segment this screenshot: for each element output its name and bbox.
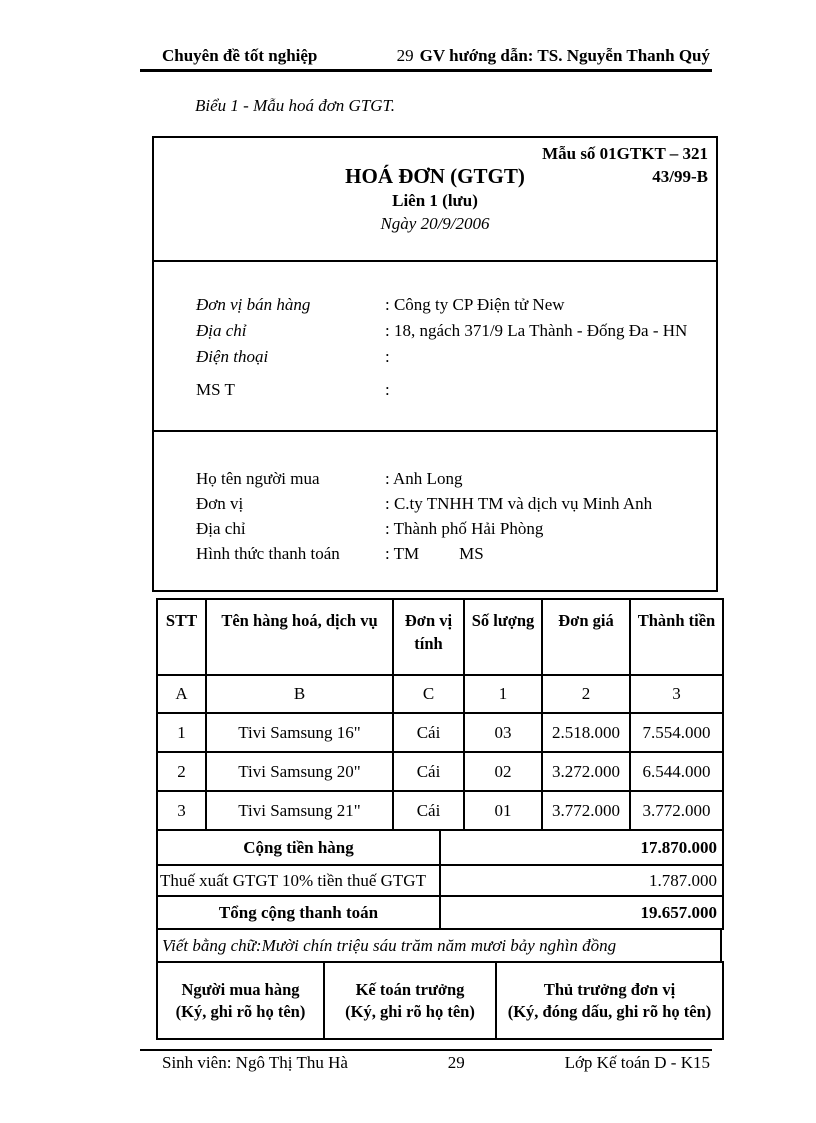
signature-chief-accountant bbox=[324, 962, 496, 1039]
seller-taxcode-row bbox=[196, 377, 716, 403]
page-content bbox=[140, 0, 717, 1074]
header-page-number: 29 bbox=[396, 46, 414, 65]
invoice-date: Ngày 20/9/2006 bbox=[380, 214, 490, 233]
invoice-title: HOÁ ĐƠN (GTGT) bbox=[345, 164, 525, 188]
signature-buyer bbox=[157, 962, 324, 1039]
item-row-1 bbox=[157, 713, 723, 752]
amount-in-words-row bbox=[157, 929, 721, 962]
col-header-qty: Số lượng bbox=[464, 599, 542, 675]
code-cell: 3 bbox=[630, 675, 723, 713]
invoice-copy-label: Liên 1 (lưu) bbox=[392, 191, 478, 210]
item-stt: 3 bbox=[157, 791, 206, 830]
signature-director bbox=[496, 962, 723, 1039]
seller-address-label: Địa chỉ bbox=[196, 321, 247, 340]
running-header bbox=[140, 0, 712, 66]
item-stt: 1 bbox=[157, 713, 206, 752]
item-row-3 bbox=[157, 791, 723, 830]
item-name: Tivi Samsung 21" bbox=[206, 791, 393, 830]
items-header-row bbox=[157, 599, 723, 675]
signatures-table bbox=[156, 961, 724, 1040]
seller-phone-label: Điện thoại bbox=[196, 347, 269, 366]
subtotal-label: Cộng tiền hàng bbox=[157, 830, 440, 865]
footer-page-number: 29 bbox=[447, 1053, 465, 1072]
seller-phone-row bbox=[196, 344, 716, 370]
buyer-name-row bbox=[196, 466, 716, 491]
seller-taxcode-label: MS T bbox=[196, 380, 235, 399]
subtotal-value: 17.870.000 bbox=[440, 830, 723, 865]
buyer-payment-row bbox=[196, 541, 716, 566]
signature-director-note: (Ký, đóng dấu, ghi rõ họ tên) bbox=[507, 1001, 712, 1021]
item-unit: Cái bbox=[393, 791, 464, 830]
signature-director-title: Thủ trưởng đơn vị bbox=[543, 979, 676, 999]
buyer-unit-value: : C.ty TNHH TM và dịch vụ Minh Anh bbox=[385, 494, 653, 513]
form-number-line1: Mẫu số 01GTKT – 321 bbox=[542, 144, 708, 163]
totals-table bbox=[156, 829, 724, 930]
amount-in-words: Viết bằng chữ:Mười chín triệu sáu trăm năm mươi bảy nghìn đồng bbox=[157, 929, 721, 962]
signature-buyer-title: Người mua hàng bbox=[181, 979, 300, 999]
vat-label: Thuế xuất GTGT 10% tiền thuế GTGT bbox=[157, 865, 440, 896]
signatures-row bbox=[157, 962, 723, 1039]
code-cell: 2 bbox=[542, 675, 630, 713]
header-left-title: Chuyên đề tốt nghiệp bbox=[162, 46, 318, 65]
item-price: 3.772.000 bbox=[542, 791, 630, 830]
seller-address-row bbox=[196, 318, 716, 344]
totals-row-grand bbox=[157, 896, 723, 929]
item-amount: 6.544.000 bbox=[630, 752, 723, 791]
grand-total-label: Tổng cộng thanh toán bbox=[157, 896, 440, 929]
buyer-name-label: Họ tên người mua bbox=[196, 469, 320, 488]
totals-row-subtotal bbox=[157, 830, 723, 865]
buyer-address-value: : Thành phố Hải Phòng bbox=[385, 519, 544, 538]
item-stt: 2 bbox=[157, 752, 206, 791]
col-header-amount: Thành tiền bbox=[630, 599, 723, 675]
signature-chief-accountant-note: (Ký, ghi rõ họ tên) bbox=[345, 1001, 475, 1021]
code-cell: 1 bbox=[464, 675, 542, 713]
signature-chief-accountant-title: Kế toán trưởng bbox=[355, 979, 465, 999]
item-qty: 03 bbox=[464, 713, 542, 752]
item-amount: 3.772.000 bbox=[630, 791, 723, 830]
seller-address-value: : 18, ngách 371/9 La Thành - Đống Đa - HN bbox=[385, 321, 688, 340]
items-table bbox=[156, 598, 724, 831]
buyer-name-value: : Anh Long bbox=[385, 469, 463, 488]
item-price: 2.518.000 bbox=[542, 713, 630, 752]
signature-buyer-note: (Ký, ghi rõ họ tên) bbox=[175, 1001, 306, 1021]
vat-value: 1.787.000 bbox=[440, 865, 723, 896]
buyer-section bbox=[154, 430, 716, 590]
seller-phone-value: : bbox=[385, 347, 390, 366]
code-cell: C bbox=[393, 675, 464, 713]
items-code-row bbox=[157, 675, 723, 713]
amount-in-words-table bbox=[156, 928, 722, 963]
buyer-address-label: Địa chỉ bbox=[196, 519, 246, 538]
buyer-payment-value: : TM bbox=[385, 544, 420, 563]
buyer-unit-label: Đơn vị bbox=[196, 494, 244, 513]
footer-student: Sinh viên: Ngô Thị Thu Hà bbox=[162, 1053, 348, 1072]
item-unit: Cái bbox=[393, 752, 464, 791]
running-footer bbox=[140, 1051, 712, 1074]
seller-unit-label: Đơn vị bán hàng bbox=[196, 295, 311, 314]
seller-unit-row bbox=[196, 292, 716, 318]
header-rule bbox=[140, 69, 712, 72]
invoice-box bbox=[152, 136, 718, 592]
grand-total-value: 19.657.000 bbox=[440, 896, 723, 929]
footer-class: Lớp Kế toán D - K15 bbox=[564, 1053, 710, 1072]
item-name: Tivi Samsung 20" bbox=[206, 752, 393, 791]
item-row-2 bbox=[157, 752, 723, 791]
form-number bbox=[542, 142, 708, 188]
item-price: 3.272.000 bbox=[542, 752, 630, 791]
buyer-address-row bbox=[196, 516, 716, 541]
item-qty: 01 bbox=[464, 791, 542, 830]
seller-taxcode-value: : bbox=[385, 380, 390, 399]
header-right bbox=[397, 46, 710, 66]
header-right-title: GV hướng dẫn: TS. Nguyễn Thanh Quý bbox=[419, 46, 710, 65]
item-amount: 7.554.000 bbox=[630, 713, 723, 752]
col-header-name: Tên hàng hoá, dịch vụ bbox=[206, 599, 393, 675]
buyer-payment-label: Hình thức thanh toán bbox=[196, 544, 340, 563]
item-unit: Cái bbox=[393, 713, 464, 752]
col-header-unit: Đơn vị tính bbox=[393, 599, 464, 675]
seller-unit-value: : Công ty CP Điện tử New bbox=[385, 295, 565, 314]
item-qty: 02 bbox=[464, 752, 542, 791]
col-header-stt: STT bbox=[157, 599, 206, 675]
buyer-unit-row bbox=[196, 491, 716, 516]
form-number-line2: 43/99-B bbox=[652, 167, 708, 186]
seller-section bbox=[154, 260, 716, 430]
figure-caption: Biểu 1 - Mẫu hoá đơn GTGT. bbox=[195, 96, 395, 115]
code-cell: A bbox=[157, 675, 206, 713]
code-cell: B bbox=[206, 675, 393, 713]
buyer-payment-ms: MS bbox=[459, 544, 484, 563]
invoice-title-section bbox=[154, 138, 716, 260]
item-name: Tivi Samsung 16" bbox=[206, 713, 393, 752]
totals-row-vat bbox=[157, 865, 723, 896]
col-header-price: Đơn giá bbox=[542, 599, 630, 675]
